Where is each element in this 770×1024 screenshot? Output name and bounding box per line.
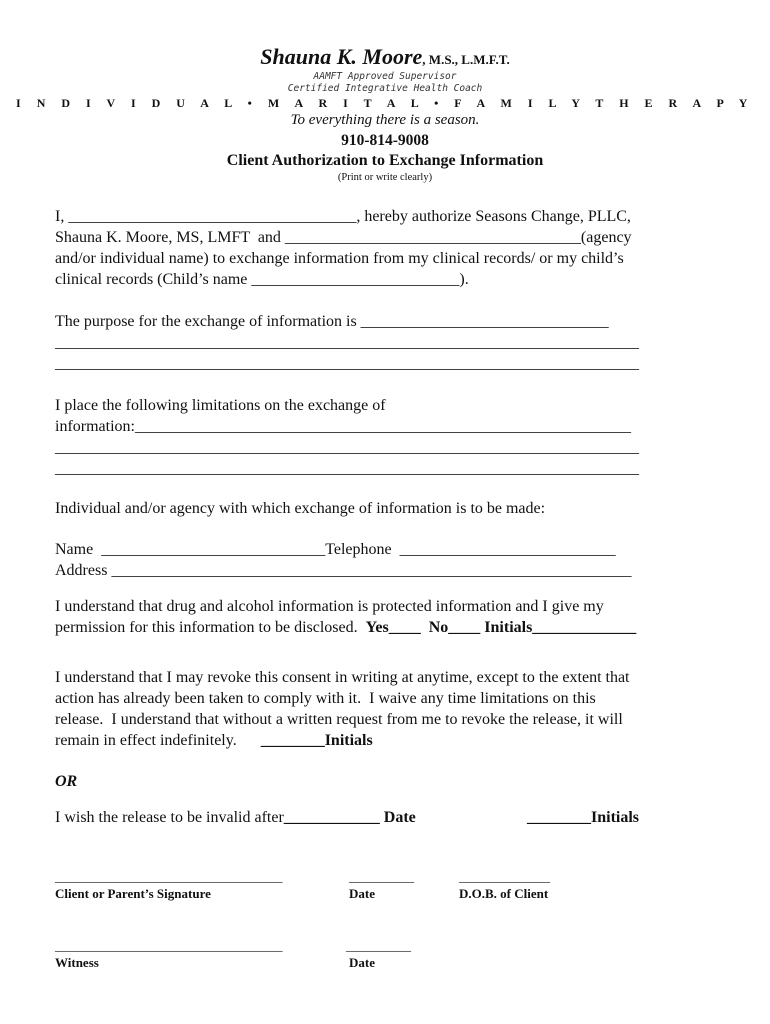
dob-label: D.O.B. of Client: [459, 886, 549, 901]
client-date-line[interactable]: __________: [349, 869, 414, 884]
witness-label: Witness: [55, 955, 99, 970]
print-note: (Print or write clearly): [337, 172, 433, 183]
phone-number: 910-814-9008: [341, 132, 429, 149]
drug-consent-text: permission for this information to be disclosed.: [55, 619, 366, 636]
witness-signature-line[interactable]: ___________________________________: [55, 938, 283, 953]
limitations-line-3[interactable]: _________________________________________________________________________: [55, 439, 639, 456]
revoke-initials-field[interactable]: ________Initials: [260, 732, 373, 749]
drug-consent-line-2[interactable]: [55, 617, 636, 638]
client-signature-line[interactable]: ___________________________________: [55, 869, 283, 884]
therapy-types: I N D I V I D U A L • M A R I T A L • F A M I L Y T H E R A P Y: [16, 96, 754, 110]
invalid-date-field[interactable]: ____________ Date: [283, 809, 416, 826]
authorization-line-4[interactable]: clinical records (Child’s name __________________________).: [55, 271, 469, 288]
limitations-line-4[interactable]: _________________________________________________________________________: [55, 460, 639, 477]
purpose-line-1[interactable]: The purpose for the exchange of information is _______________________________: [55, 313, 609, 330]
revoke-line-2: action has already been taken to comply with it. I waive any time limitations on this: [55, 690, 596, 707]
supervisor-line: AAMFT Approved Supervisor: [313, 71, 457, 82]
limitations-line-1: I place the following limitations on the exchange of: [55, 397, 386, 414]
invalid-after-text: I wish the release to be invalid after: [55, 809, 284, 826]
client-signature-label: Client or Parent’s Signature: [55, 886, 211, 901]
witness-date-line[interactable]: __________: [346, 938, 411, 953]
revoke-text: remain in effect indefinitely.: [55, 732, 261, 749]
invalid-after-line[interactable]: [55, 807, 416, 828]
limitations-line-2[interactable]: information:______________________________________________________________: [55, 418, 631, 435]
practitioner-name: Shauna K. Moore: [260, 44, 423, 69]
client-date-label: Date: [349, 886, 375, 901]
authorization-line-1[interactable]: I, ____________________________________, hereby authorize Seasons Change, PLLC,: [55, 208, 631, 225]
revoke-line-1: I understand that I may revoke this consent in writing at anytime, except to the extent that: [55, 669, 630, 686]
address-line[interactable]: Address _________________________________________________________________: [55, 562, 632, 579]
practitioner-name-line: [0, 44, 770, 70]
document-title: Client Authorization to Exchange Information: [226, 152, 544, 169]
witness-date-label: Date: [349, 955, 375, 970]
agency-heading: Individual and/or agency with which exchange of information is to be made:: [55, 500, 546, 517]
coach-line: Certified Integrative Health Coach: [287, 83, 483, 94]
name-telephone-line[interactable]: Name ____________________________Telephone ___________________________: [55, 541, 616, 558]
invalid-initials-field[interactable]: ________Initials: [527, 809, 640, 826]
revoke-line-3: release. I understand that without a written request from me to revoke the release, it will: [55, 711, 623, 728]
or-label: OR: [55, 773, 78, 790]
drug-consent-line-1: I understand that drug and alcohol information is protected information and I give my: [55, 598, 604, 615]
revoke-line-4[interactable]: [55, 730, 373, 751]
practitioner-credentials: , M.S., L.M.F.T.: [422, 52, 510, 67]
yes-no-initials-field[interactable]: Yes____ No____ Initials_____________: [365, 619, 637, 636]
authorization-line-2[interactable]: Shauna K. Moore, MS, LMFT and _____________________________________(agency: [55, 229, 632, 246]
authorization-line-3: and/or individual name) to exchange information from my clinical records/ or my child’s: [55, 250, 624, 267]
tagline: To everything there is a season.: [290, 112, 480, 128]
purpose-line-3[interactable]: _________________________________________________________________________: [55, 355, 639, 372]
purpose-line-2[interactable]: _________________________________________________________________________: [55, 334, 639, 351]
dob-line[interactable]: ______________: [459, 869, 550, 884]
